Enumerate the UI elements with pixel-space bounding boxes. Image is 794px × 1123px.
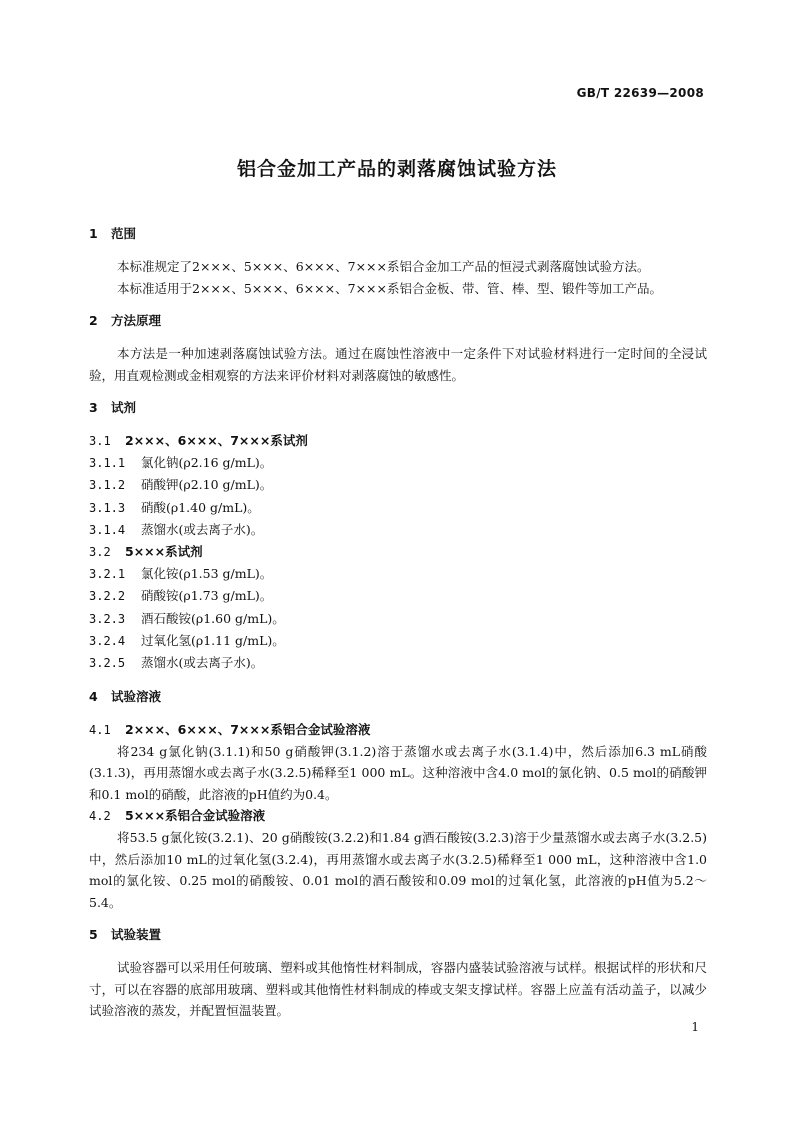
- standard-number: GB/T 22639—2008: [576, 86, 704, 100]
- item-number: 3.2.1: [89, 567, 126, 582]
- item-text: 氯化钠(ρ2.16 g/mL)。: [141, 455, 273, 470]
- item-text: 酒石酸铵(ρ1.60 g/mL)。: [141, 610, 285, 626]
- subsection-4-2-paragraph: 将53.5 g氯化铵(3.2.1)、20 g硝酸铵(3.2.2)和1.84 g酒石酸铵(3.2.3)溶于少量蒸馏水或去离子水(3.2.5)中，然后添加10 mL的过氧化氢(3.2.4)，再用蒸馏水或去离子水(3.2.5)稀释至1 000 mL，这种溶液中含1.0 mol的氯化铵、0.25 mol的硝酸铵、0.01 mol的酒石酸铵和0.09 mol的过氧化氢，此溶液的pH值为5.2～5.4。: [89, 830, 707, 910]
- subsection-4-2-heading: [89, 805, 707, 827]
- list-item: [89, 563, 707, 585]
- item-number: 3.1.3: [89, 500, 126, 515]
- list-item: [89, 474, 707, 496]
- item-number: 3.2.2: [89, 589, 126, 604]
- section-3-heading: [89, 398, 707, 418]
- section-number: 5: [89, 927, 98, 943]
- section-title: 范围: [111, 226, 137, 241]
- list-item: [89, 519, 707, 541]
- section-title: 试验溶液: [111, 688, 162, 704]
- item-text: 氯化铵(ρ1.53 g/mL)。: [141, 566, 273, 582]
- item-number: 3.1.1: [89, 456, 126, 470]
- list-item: [89, 608, 707, 630]
- section-5-paragraph-1: 试验容器可以采用任何玻璃、塑料或其他惰性材料制成，容器内盛装试验溶液与试样。根据试样的形状和尺寸，可以在容器的底部用玻璃、塑料或其他惰性材料制成的棒或支架支撑试样。容器上应盖有活动盖子，以减少试验溶液的蒸发，并配置恒温装置。: [89, 960, 707, 1019]
- list-item: [89, 497, 707, 519]
- list-item: [89, 452, 707, 474]
- subsection-title: 2×××、6×××、7×××系试剂: [125, 433, 308, 448]
- section-number: 2: [89, 313, 98, 328]
- section-title: 试剂: [111, 400, 137, 415]
- item-text: 过氧化氢(ρ1.11 g/mL)。: [141, 633, 285, 649]
- item-number: 3.1.4: [89, 522, 126, 537]
- section-1-paragraph-1: 本标准规定了2×××、5×××、6×××、7×××系铝合金加工产品的恒浸式剥落腐蚀试验方法。: [117, 259, 650, 274]
- list-item: [89, 652, 707, 674]
- list-item: [89, 630, 707, 652]
- section-title: 方法原理: [111, 313, 162, 328]
- subsection-title: 2×××、6×××、7×××系铝合金试验溶液: [125, 721, 371, 737]
- section-title: 试验装置: [111, 927, 162, 943]
- subsection-number: 3.1: [89, 434, 111, 448]
- subsection-number: 4.1: [89, 722, 111, 737]
- item-text: 硝酸铵(ρ1.73 g/mL)。: [141, 588, 273, 604]
- subsection-number: 3.2: [89, 545, 111, 560]
- section-4-heading: [89, 687, 707, 707]
- item-number: 3.2.4: [89, 634, 126, 649]
- item-text: 硝酸(ρ1.40 g/mL)。: [141, 499, 260, 515]
- section-2-heading: [89, 311, 707, 331]
- section-1-paragraph-2: 本标准适用于2×××、5×××、6×××、7×××系铝合金板、带、管、棒、型、锻件等加工产品。: [117, 280, 662, 296]
- item-number: 3.2.3: [89, 611, 126, 626]
- subsection-3-2-heading: [89, 541, 707, 563]
- item-text: 蒸馏水(或去离子水)。: [141, 655, 264, 671]
- document-body: [89, 224, 707, 1022]
- item-text: 蒸馏水(或去离子水)。: [141, 521, 264, 537]
- section-number: 4: [89, 688, 98, 704]
- item-number: 3.2.5: [89, 656, 126, 671]
- subsection-3-1-heading: [89, 430, 707, 452]
- page-number: 1: [691, 1020, 699, 1034]
- subsection-title: 5×××系铝合金试验溶液: [125, 808, 266, 824]
- section-5-heading: [89, 925, 707, 945]
- section-2-paragraph-1: 本方法是一种加速剥落腐蚀试验方法。通过在腐蚀性溶液中一定条件下对试验材料进行一定时间的全浸试验，用直观检测或金相观察的方法来评价材料对剥落腐蚀的敏感性。: [89, 346, 707, 383]
- section-1-heading: [89, 224, 707, 244]
- subsection-number: 4.2: [89, 809, 111, 824]
- item-number: 3.1.2: [89, 478, 126, 493]
- document-title: 铝合金加工产品的剥落腐蚀试验方法: [236, 158, 557, 180]
- subsection-title: 5×××系试剂: [125, 544, 203, 560]
- section-number: 3: [89, 400, 98, 415]
- item-text: 硝酸钾(ρ2.10 g/mL)。: [141, 477, 273, 493]
- subsection-4-1-heading: [89, 719, 707, 741]
- section-number: 1: [89, 226, 98, 241]
- list-item: [89, 585, 707, 607]
- subsection-4-1-paragraph: 将234 g氯化钠(3.1.1)和50 g硝酸钾(3.1.2)溶于蒸馏水或去离子水(3.1.4)中，然后添加6.3 mL硝酸(3.1.3)，再用蒸馏水或去离子水(3.2.5)稀释至1 000 mL。这种溶液中含4.0 mol的氯化钠、0.5 mol的硝酸钾和0.1 mol的硝酸，此溶液的pH值约为0.4。: [89, 743, 707, 802]
